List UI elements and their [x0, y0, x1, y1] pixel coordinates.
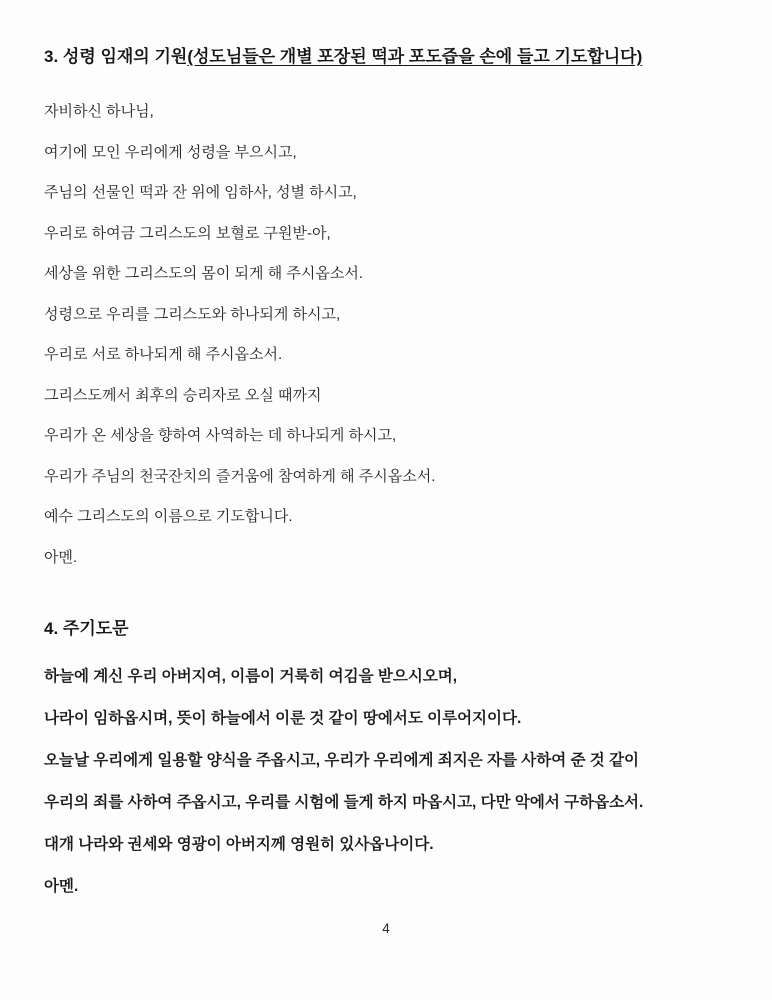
- lords-prayer-line: 오늘날 우리에게 일용할 양식을 주옵시고, 우리가 우리에게 죄지은 자를 사하여 준 것 같이: [44, 751, 640, 769]
- lords-prayer-line-amen: 아멘.: [44, 877, 79, 895]
- prayer-line: 우리가 주님의 천국잔치의 즐거움에 참여하게 해 주시옵소서.: [44, 467, 436, 485]
- section-3-heading-underlined: (성도님들은 개별 포장된 떡과 포도즙을 손에 들고 기도합니다): [187, 47, 643, 66]
- prayer-line: 그리스도께서 최후의 승리자로 오실 때까지: [44, 386, 322, 404]
- prayer-line: 예수 그리스도의 이름으로 기도합니다.: [44, 508, 293, 525]
- lords-prayer-line: 나라이 임하옵시며, 뜻이 하늘에서 이룬 것 같이 땅에서도 이루어지이다.: [44, 709, 522, 727]
- prayer-line: 주님의 선물인 떡과 잔 위에 임하사, 성별 하시고,: [44, 184, 357, 201]
- prayer-line: 세상을 위한 그리스도의 몸이 되게 해 주시옵소서.: [44, 265, 363, 282]
- section-3-heading-prefix: 3. 성령 임재의 기원: [44, 47, 188, 66]
- prayer-line: 우리가 온 세상을 향하여 사역하는 데 하나되게 하시고,: [44, 427, 397, 444]
- prayer-line: 여기에 모인 우리에게 성령을 부으시고,: [44, 143, 297, 161]
- section-3-heading: [44, 46, 736, 68]
- section-4-body: [44, 667, 736, 896]
- prayer-line: 성령으로 우리를 그리스도와 하나되게 하시고,: [44, 305, 341, 323]
- prayer-line: 우리로 서로 하나되게 해 주시옵소서.: [44, 346, 283, 363]
- page-content: [44, 46, 736, 919]
- lords-prayer-line: 우리의 죄를 사하여 주옵시고, 우리를 시험에 들게 하지 마옵시고, 다만 악에서 구하옵소서.: [44, 793, 644, 811]
- lords-prayer-line: 하늘에 계신 우리 아버지여, 이름이 거룩히 여김을 받으시오며,: [44, 667, 458, 685]
- prayer-line: 우리로 하여금 그리스도의 보혈로 구원받-아,: [44, 224, 331, 242]
- lords-prayer-line: 대개 나라와 권세와 영광이 아버지께 영원히 있사옵나이다.: [44, 835, 434, 853]
- prayer-line-amen: 아멘.: [44, 548, 78, 566]
- prayer-line: 자비하신 하나님,: [44, 103, 154, 120]
- section-4-heading: 4. 주기도문: [44, 618, 129, 638]
- section-3-body: [44, 103, 736, 567]
- page-number: 4: [382, 921, 390, 936]
